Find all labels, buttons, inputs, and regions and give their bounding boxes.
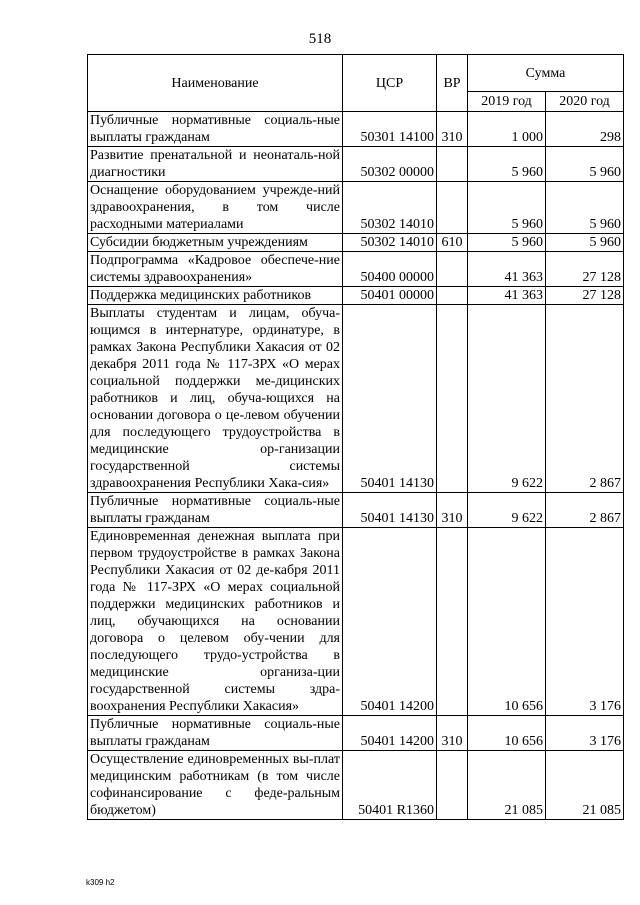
row-sum-2019: 1 000 (468, 112, 546, 147)
table-row (88, 147, 624, 182)
table-row (88, 716, 624, 751)
row-sum-2019: 9 622 (468, 493, 546, 528)
row-name: Публичные нормативные социаль-ные выплаты гражданам (88, 112, 343, 147)
row-vr: 610 (437, 234, 468, 252)
row-sum-2020: 298 (546, 112, 624, 147)
row-sum-2020: 21 085 (546, 751, 624, 820)
row-sum-2020: 3 176 (546, 528, 624, 716)
row-sum-2019: 41 363 (468, 252, 546, 287)
row-name: Поддержка медицинских работников (88, 287, 343, 305)
row-vr: 310 (437, 112, 468, 147)
row-csr: 50302 00000 (343, 147, 437, 182)
row-vr (437, 147, 468, 182)
footer-mark: k309 h2 (86, 878, 115, 887)
row-sum-2020: 2 867 (546, 305, 624, 493)
row-csr: 50302 14010 (343, 234, 437, 252)
row-vr (437, 528, 468, 716)
budget-table (87, 54, 624, 820)
row-sum-2020: 2 867 (546, 493, 624, 528)
row-sum-2019: 9 622 (468, 305, 546, 493)
page-number: 518 (308, 31, 332, 47)
row-name: Публичные нормативные социаль-ные выплаты гражданам (88, 493, 343, 528)
table-row (88, 112, 624, 147)
row-name: Публичные нормативные социаль-ные выплаты гражданам (88, 716, 343, 751)
row-csr: 50401 14130 (343, 493, 437, 528)
row-vr (437, 252, 468, 287)
row-sum-2020: 5 960 (546, 147, 624, 182)
row-name: Подпрограмма «Кадровое обеспече-ние системы здравоохранения» (88, 252, 343, 287)
row-csr: 50400 00000 (343, 252, 437, 287)
row-sum-2019: 10 656 (468, 716, 546, 751)
row-vr (437, 751, 468, 820)
row-sum-2019: 41 363 (468, 287, 546, 305)
row-sum-2019: 10 656 (468, 528, 546, 716)
row-csr: 50401 R1360 (343, 751, 437, 820)
row-sum-2020: 5 960 (546, 182, 624, 234)
header-year-2019: 2019 год (468, 92, 546, 112)
row-csr: 50301 14100 (343, 112, 437, 147)
row-sum-2020: 27 128 (546, 252, 624, 287)
row-sum-2020: 27 128 (546, 287, 624, 305)
row-vr (437, 287, 468, 305)
row-csr: 50401 14200 (343, 528, 437, 716)
row-name: Субсидии бюджетным учреждениям (88, 234, 343, 252)
row-sum-2020: 5 960 (546, 234, 624, 252)
row-csr: 50401 00000 (343, 287, 437, 305)
table-row (88, 751, 624, 820)
header-name: Наименование (88, 55, 343, 112)
row-vr (437, 305, 468, 493)
row-sum-2020: 3 176 (546, 716, 624, 751)
table-row (88, 287, 624, 305)
row-name: Выплаты студентам и лицам, обуча-ющимся в интернатуре, ординатуре, в рамках Закона Республики Хакасия от 02 декабря 2011 года № 117-ЗРХ «О мерах социальной поддержки ме-дицинских работников и лиц, обуча-ющихся на основании договора о це-левом обучении для последующего трудоустройства в медицинские ор-ганизации государственной системы здравоохранения Республики Хака-сия» (88, 305, 343, 493)
table-row (88, 528, 624, 716)
row-vr (437, 182, 468, 234)
header-vr: ВР (437, 55, 468, 112)
table-row (88, 252, 624, 287)
table-row (88, 305, 624, 493)
row-csr: 50401 14200 (343, 716, 437, 751)
table-row (88, 234, 624, 252)
row-name: Развитие пренатальной и неонаталь-ной диагностики (88, 147, 343, 182)
header-year-2020: 2020 год (546, 92, 624, 112)
table-row (88, 493, 624, 528)
row-csr: 50401 14130 (343, 305, 437, 493)
row-sum-2019: 5 960 (468, 234, 546, 252)
row-sum-2019: 5 960 (468, 182, 546, 234)
row-vr: 310 (437, 493, 468, 528)
row-name: Осуществление единовременных вы-плат медицинским работникам (в том числе софинансирование с феде-ральным бюджетом) (88, 751, 343, 820)
row-sum-2019: 21 085 (468, 751, 546, 820)
row-vr: 310 (437, 716, 468, 751)
row-name: Оснащение оборудованием учрежде-ний здравоохранения, в том числе расходными материалами (88, 182, 343, 234)
row-sum-2019: 5 960 (468, 147, 546, 182)
header-csr: ЦСР (343, 55, 437, 112)
row-csr: 50302 14010 (343, 182, 437, 234)
table-row (88, 182, 624, 234)
row-name: Единовременная денежная выплата при первом трудоустройстве в рамках Закона Республики Хакасия от 02 де-кабря 2011 года № 117-ЗРХ «О мерах социальной поддержки медицинских работников и лиц, обучающихся на основании договора о целевом обу-чении для последующего трудо-устройства в медицинские организа-ции государственной системы здра-воохранения Республики Хакасия» (88, 528, 343, 716)
header-sum: Сумма (468, 55, 624, 92)
